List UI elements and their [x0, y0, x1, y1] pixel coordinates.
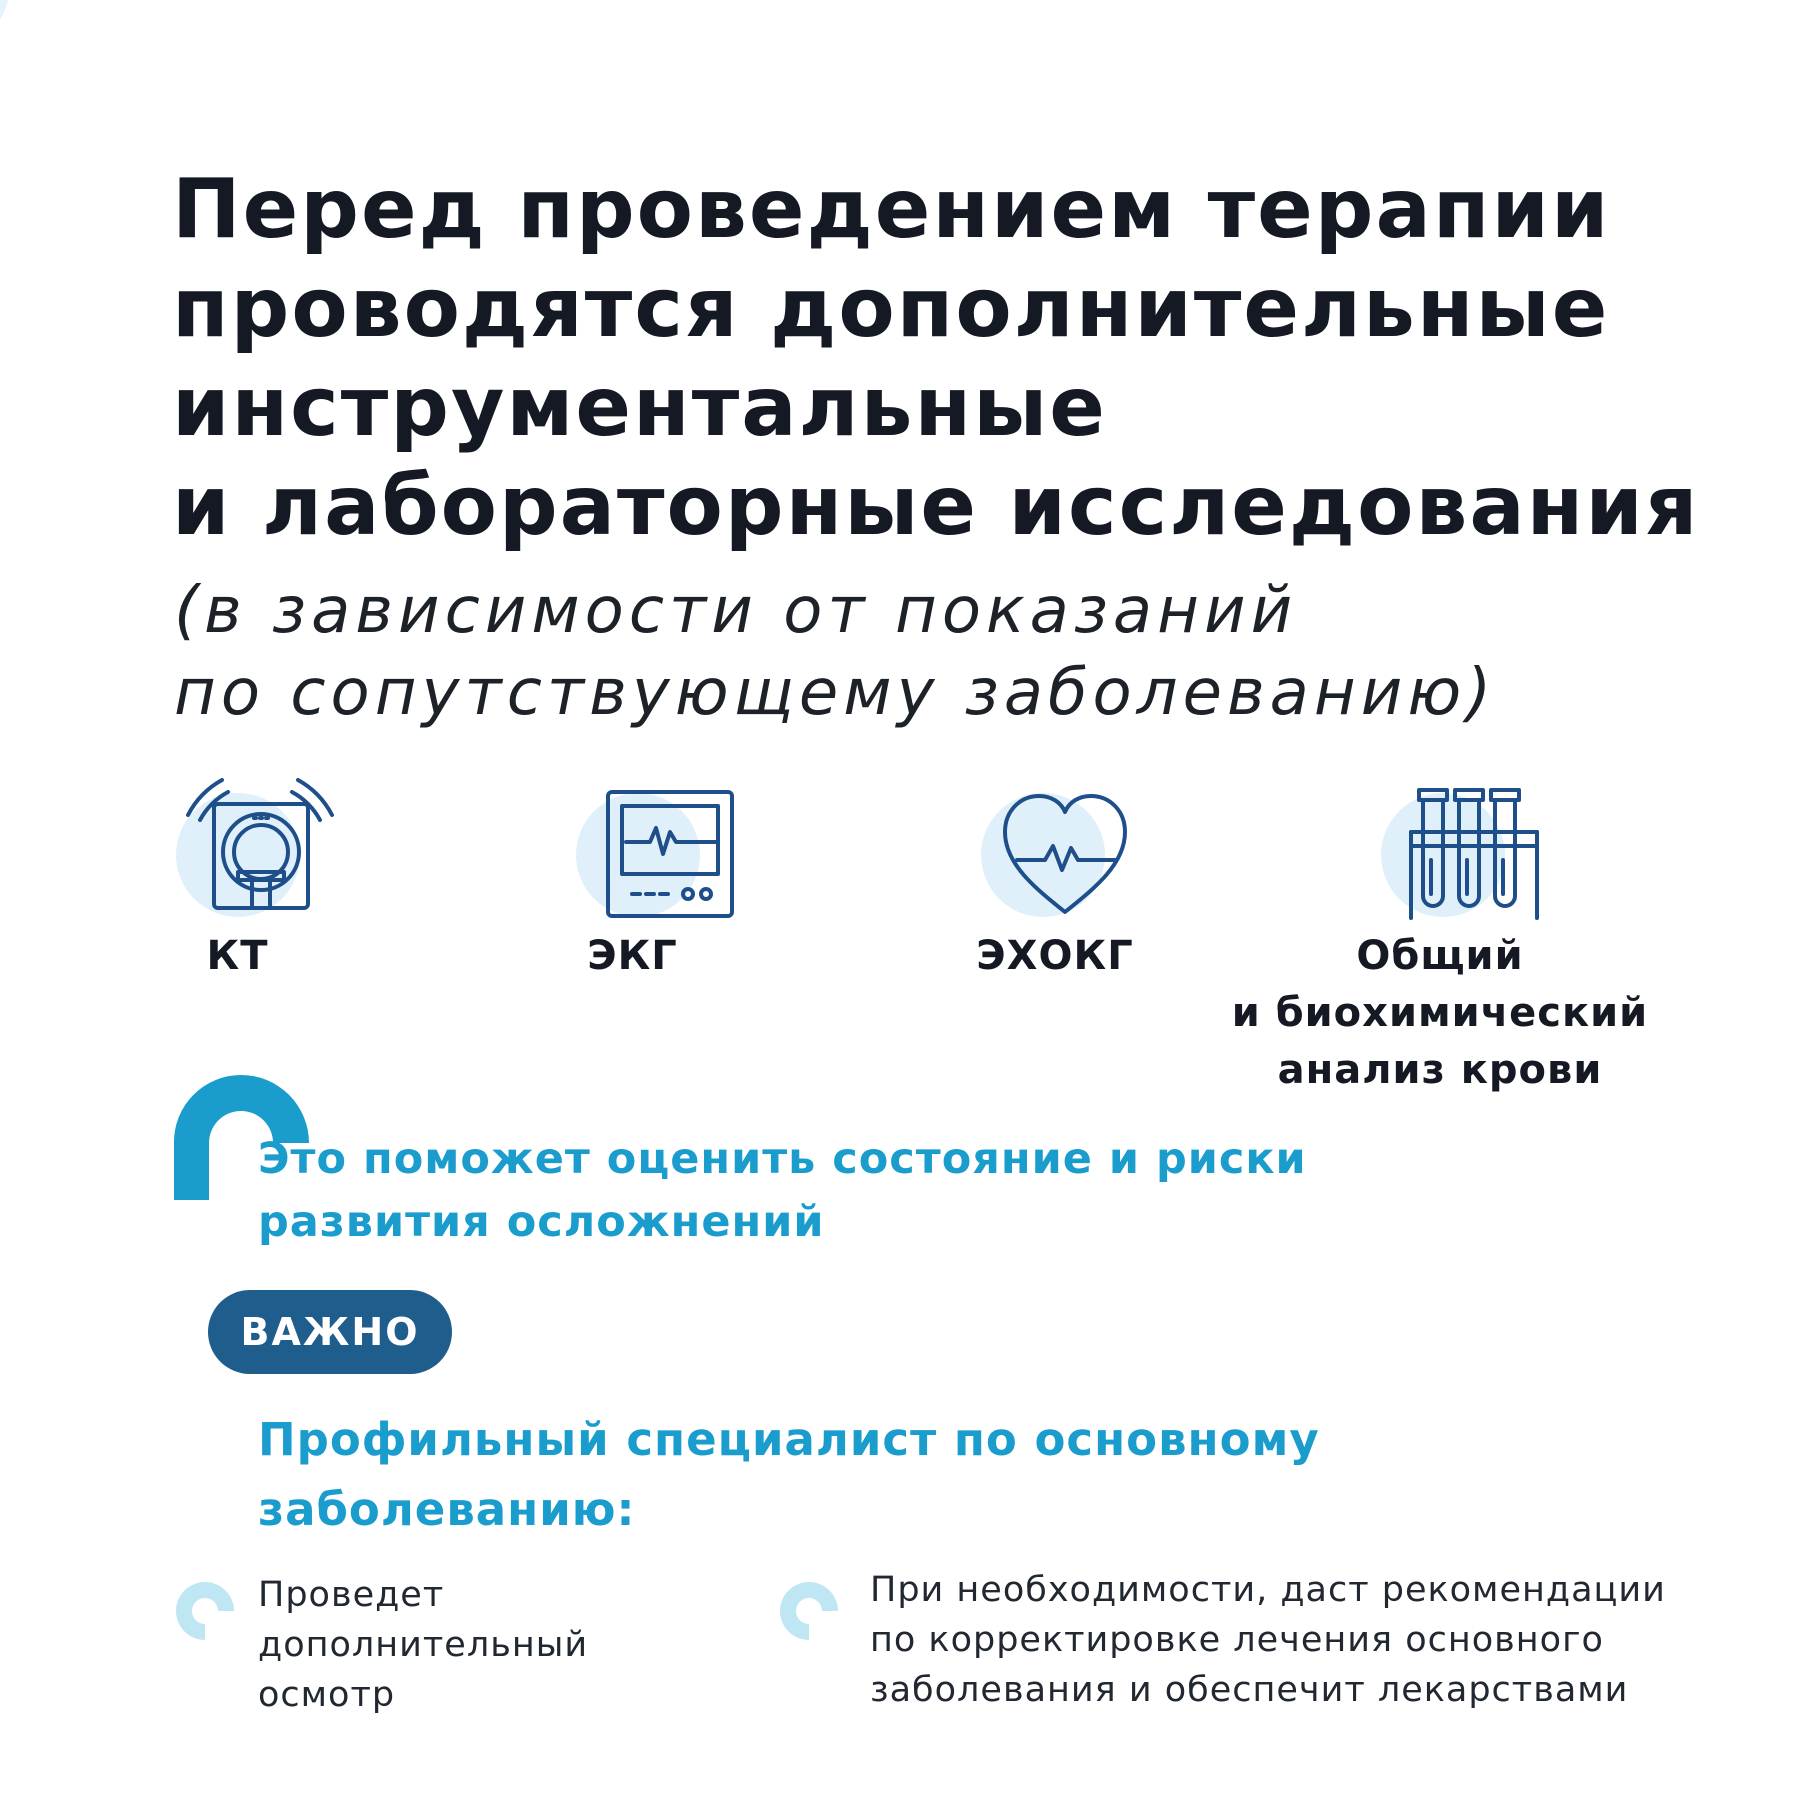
title-line: и лабораторные исследования [172, 459, 1700, 554]
heart-pulse-icon [975, 760, 1175, 940]
ecg-monitor-icon [570, 760, 770, 940]
test-label-line: Общий [1356, 933, 1524, 979]
test-item-echo [975, 760, 1175, 1000]
bullet-line: заболевания и обеспечит лекарствами [870, 1670, 1629, 1710]
bullet-line: по корректировке лечения основного [870, 1620, 1604, 1660]
ct-scanner-icon [170, 760, 370, 940]
test-label-line: и биохимический [1231, 990, 1649, 1036]
bullet-line: осмотр [258, 1675, 396, 1715]
title-line: проводятся дополнительные [172, 261, 1610, 356]
bullet-line: дополнительный [258, 1625, 589, 1665]
test-label: ЭКГ [587, 933, 678, 979]
title-line: Перед проведением терапии [172, 162, 1611, 257]
important-badge: ВАЖНО [208, 1290, 452, 1374]
test-tubes-icon [1375, 760, 1575, 940]
page-subtitle [174, 570, 1754, 734]
specialist-heading-line: Профильный специалист по основному [258, 1413, 1320, 1466]
specialist-heading-line: заболеванию: [258, 1483, 636, 1536]
title-line: инструментальные [172, 360, 1107, 455]
bullet-text [258, 1570, 658, 1720]
bullet-line: Проведет [258, 1575, 445, 1615]
subtitle-line: (в зависимости от показаний [174, 574, 1298, 648]
test-item-ct [170, 760, 370, 1000]
bullet-arc-icon [174, 1580, 236, 1642]
test-label: ЭХОКГ [976, 933, 1134, 979]
page-title [172, 160, 1752, 556]
help-text [258, 1128, 1558, 1254]
bullet-arc-icon [778, 1580, 840, 1642]
bullet-text [870, 1565, 1750, 1715]
test-label-blood [1200, 928, 1680, 1099]
specialist-heading [258, 1405, 1558, 1545]
help-line: Это поможет оценить состояние и риски [258, 1134, 1307, 1184]
help-line: развития осложнений [258, 1197, 825, 1247]
test-label-line: анализ крови [1277, 1047, 1603, 1093]
bullet-line: При необходимости, даст рекомендации [870, 1570, 1666, 1610]
subtitle-line: по сопутствующему заболеванию) [174, 656, 1497, 730]
corner-decoration [0, 0, 10, 50]
test-item-ecg [570, 760, 770, 1000]
test-label: КТ [206, 933, 269, 979]
